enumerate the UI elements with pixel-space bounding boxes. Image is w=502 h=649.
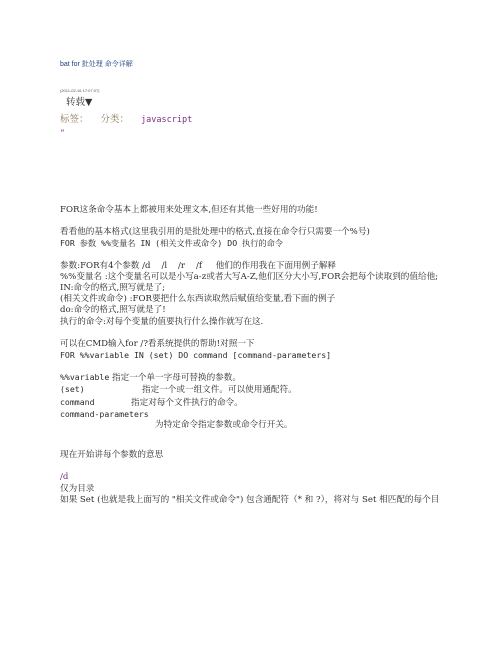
tags-label: 标签： — [60, 114, 89, 125]
code-line: FOR 参数 %%变量名 IN (相关文件或命令) DO 执行的命令 — [60, 238, 283, 249]
tags-row — [60, 111, 192, 125]
param-heading: /d — [60, 472, 69, 483]
param-desc: 指定一个单一字母可替换的参数。 — [112, 373, 241, 384]
article-title: bat for 批处理 命令详解 — [60, 61, 133, 68]
paragraph: 仅为目录 — [60, 483, 95, 494]
repost-label[interactable]: 转载▼ — [66, 97, 93, 108]
param-key: (set) — [60, 384, 85, 395]
paragraph: IN:命令的格式,照写就是了; — [60, 283, 166, 294]
param-desc: 指定对每个文件执行的命令。 — [131, 397, 243, 408]
param-desc: 指定一个或一组文件。可以使用通配符。 — [142, 385, 297, 396]
paragraph: 如果 Set (也就是我上面写的 "相关文件或命令") 包含通配符（* 和 ?），将对与 Set 相匹配的每个目 — [60, 494, 440, 505]
param-row — [60, 397, 460, 409]
paragraph: (相关文件或命令) :FOR要把什么东西读取然后赋值给变量,看下面的例子 — [60, 294, 336, 305]
code-line: FOR %%variable IN (set) DO command [command-parameters] — [60, 350, 332, 361]
category-label: 分类： — [100, 114, 130, 125]
paragraph: %%变量名 :这个变量名可以是小写a-z或者大写A-Z,他们区分大小写,FOR会把每个读取到的值给他; — [60, 271, 439, 282]
paragraph: do:命令的格式,照写就是了! — [60, 305, 166, 316]
paragraph: 现在开始讲每个参数的意思 — [60, 450, 164, 461]
param-desc: 为特定命令指定参数或命令行开关。 — [155, 420, 293, 431]
article-body — [60, 205, 460, 506]
article-timestamp: (2011-02-16 17:07:07) — [60, 88, 100, 93]
param-key: command-parameters — [60, 408, 149, 419]
quote-mark: “ — [60, 129, 65, 139]
paragraph: 参数:FOR有4个参数 /d /l /r /f 他们的作用我在下面用例子解释 — [60, 260, 337, 271]
paragraph: 看看他的基本格式(这里我引用的是批处理中的格式,直接在命令行只需要一个%号) — [60, 227, 370, 238]
paragraph: 可以在CMD输入for /?看系统提供的帮助!对照一下 — [60, 338, 255, 349]
paragraph: 执行的命令:对每个变量的值要执行什么操作就写在这. — [60, 316, 264, 327]
param-key: %%variable — [60, 372, 110, 383]
param-row — [60, 372, 460, 384]
param-key: command — [60, 396, 95, 407]
category-link[interactable]: javascript — [141, 115, 193, 125]
paragraph: FOR这条命令基本上都被用来处理文本,但还有其他一些好用的功能! — [60, 205, 318, 215]
param-row — [60, 384, 460, 396]
